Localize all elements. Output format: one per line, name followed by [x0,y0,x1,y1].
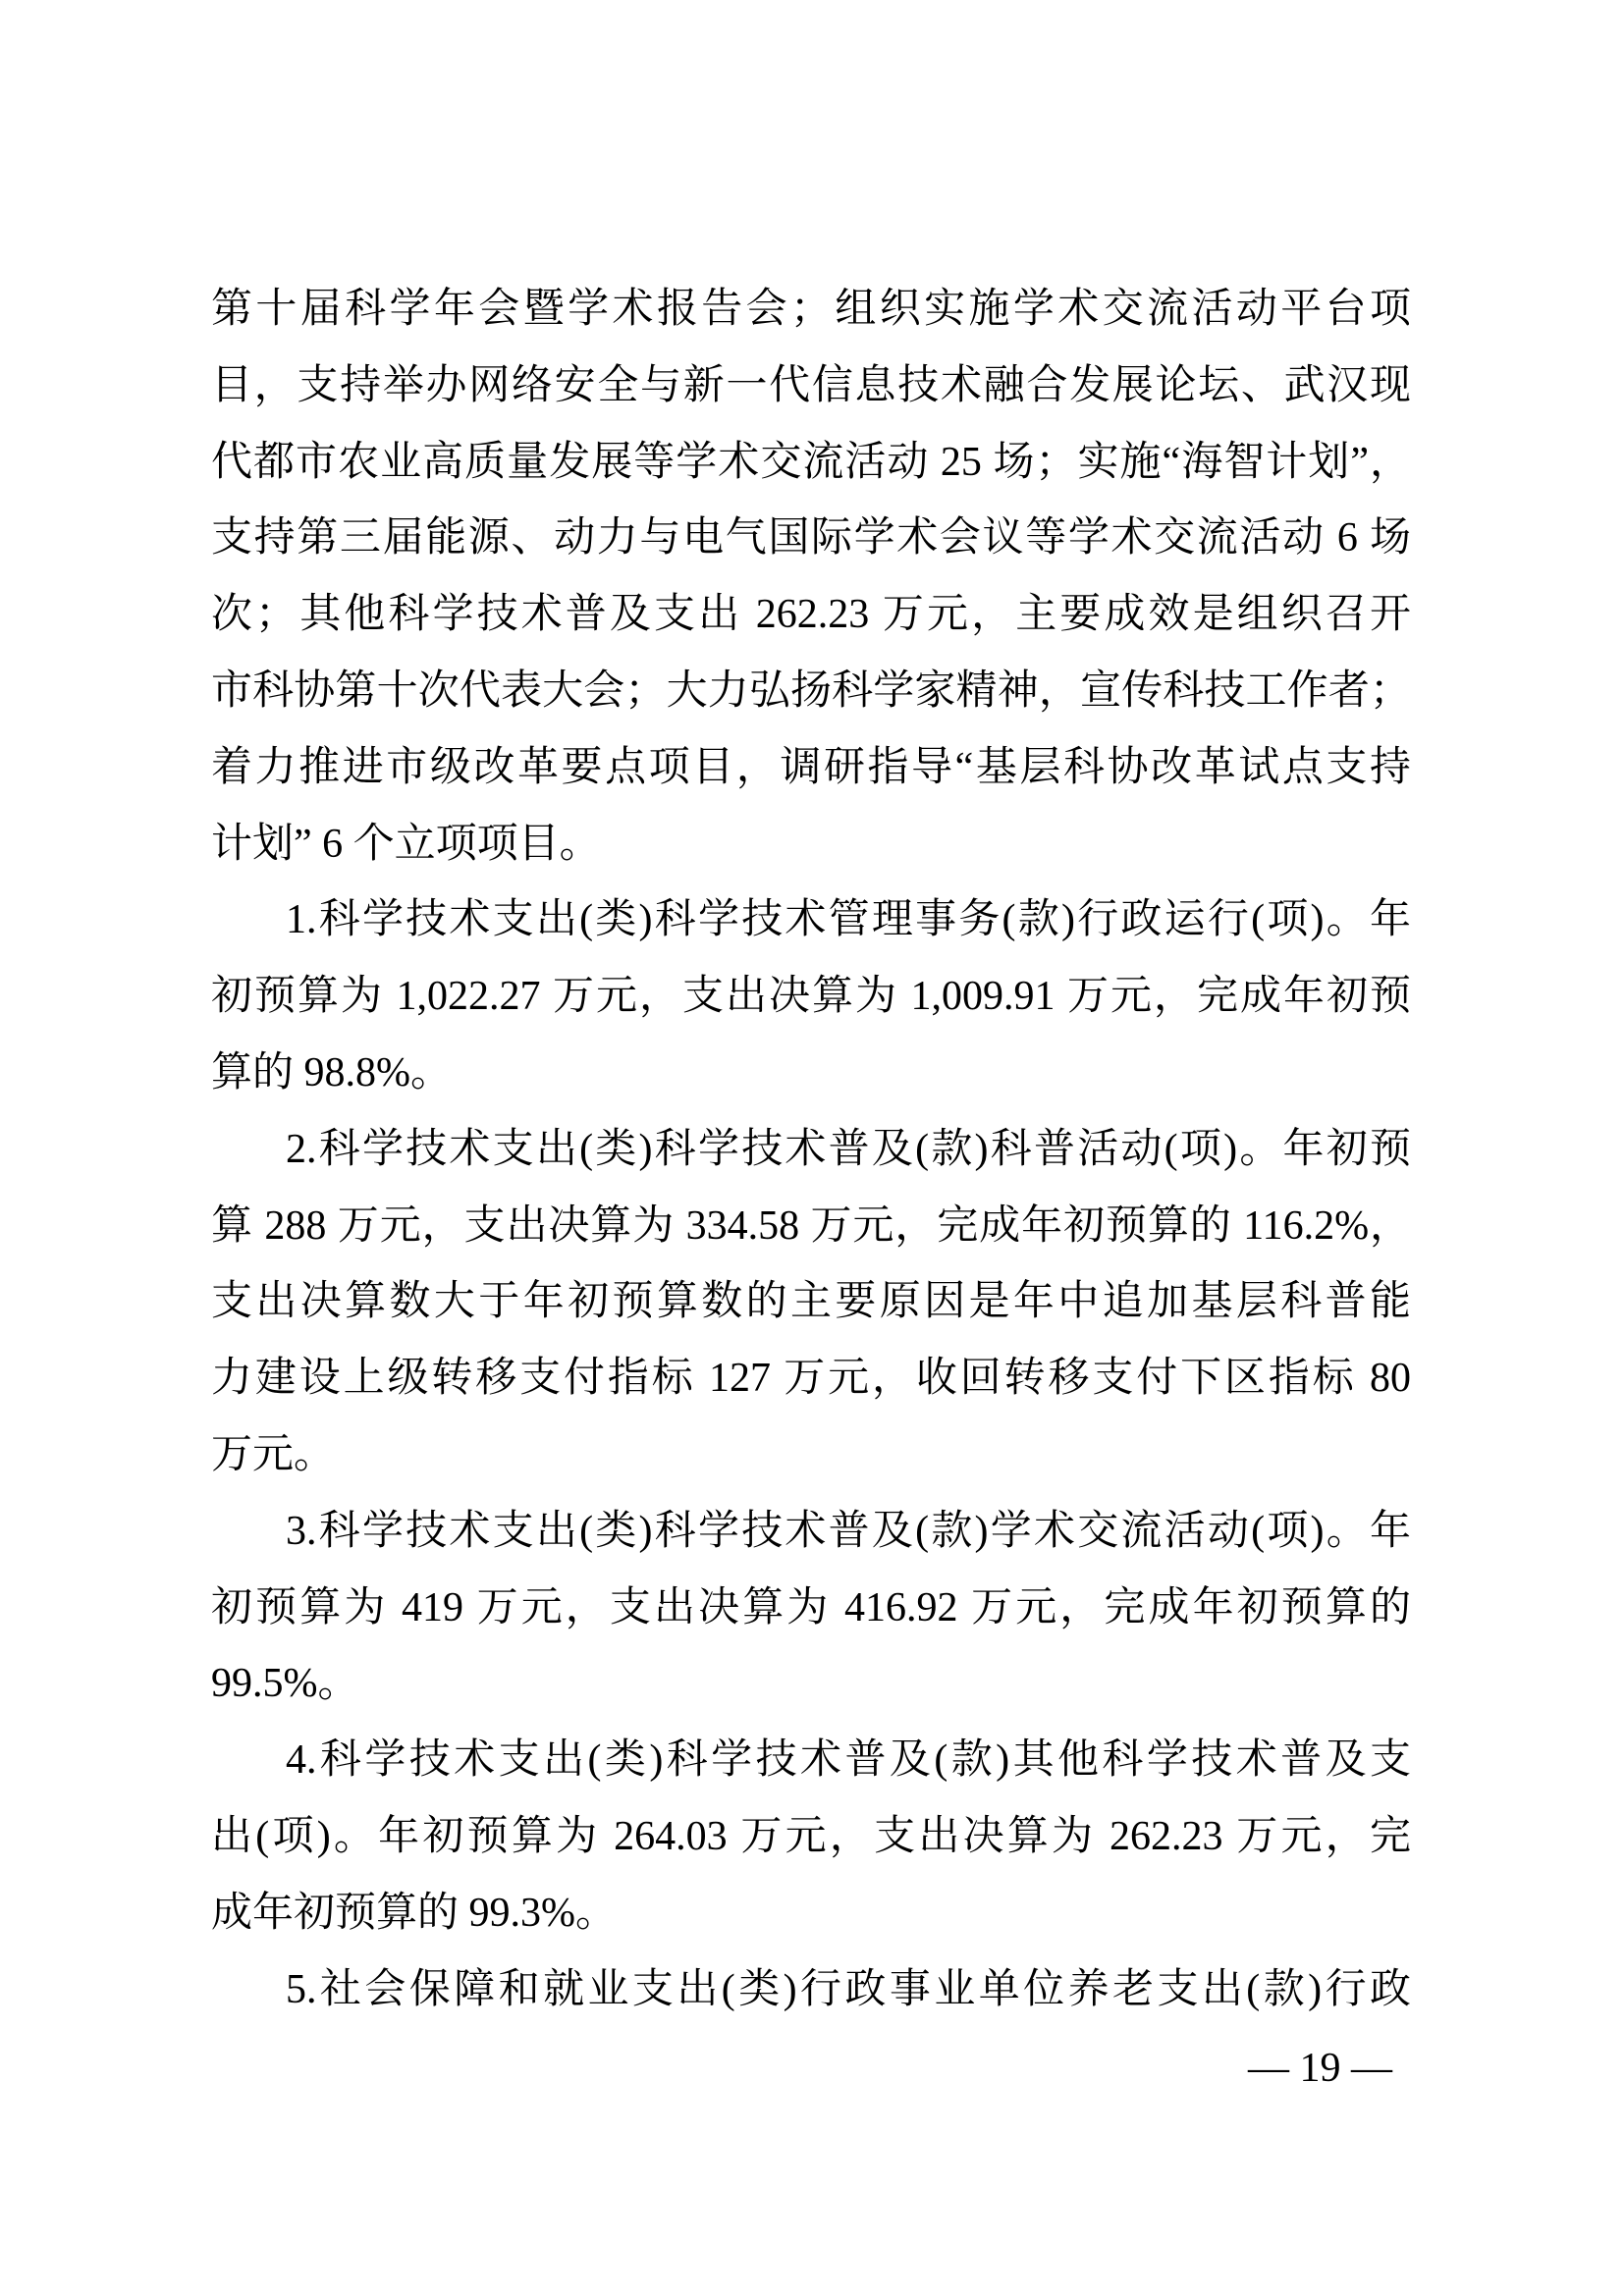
text-line: 市科协第十次代表大会；大力弘扬科学家精神，宣传科技工作者； [211,667,1411,714]
text-line: 初预算为 419 万元，支出决算为 416.92 万元，完成年初预算的 [211,1584,1411,1630]
text-line: 4.科学技术支出(类)科学技术普及(款)其他科学技术普及支 [286,1737,1411,1784]
text-line: 99.5%。 [211,1661,359,1707]
paragraph-item-1 [211,882,1411,1111]
text-line: 2.科学技术支出(类)科学技术普及(款)科普活动(项)。年初预 [286,1126,1411,1172]
text-line: 计划” 6 个立项项目。 [211,821,601,867]
text-line: 支出决算数大于年初预算数的主要原因是年中追加基层科普能 [211,1279,1411,1325]
text-line: 算 288 万元，支出决算为 334.58 万元，完成年初预算的 116.2%， [211,1202,1411,1249]
text-line: 算的 98.8%。 [211,1049,452,1095]
paragraph-item-2 [211,1112,1411,1494]
paragraph-continuation [211,272,1411,882]
page-number: — 19 — [1248,2046,1392,2091]
text-line: 1.科学技术支出(类)科学技术管理事务(款)行政运行(项)。年 [286,897,1411,943]
text-line: 3.科学技术支出(类)科学技术普及(款)学术交流活动(项)。年 [286,1508,1411,1554]
paragraph-item-4 [211,1723,1411,1951]
text-line: 初预算为 1,022.27 万元，支出决算为 1,009.91 万元，完成年初预 [211,974,1411,1020]
text-line: 出(项)。年初预算为 264.03 万元，支出决算为 262.23 万元，完 [211,1813,1411,1859]
text-line: 力建设上级转移支付指标 127 万元，收回转移支付下区指标 80 [211,1356,1411,1402]
text-line: 目，支持举办网络安全与新一代信息技术融合发展论坛、武汉现 [211,362,1411,408]
text-line: 第十届科学年会暨学术报告会；组织实施学术交流活动平台项 [211,287,1411,332]
text-line: 5.社会保障和就业支出(类)行政事业单位养老支出(款)行政 [286,1966,1411,2012]
paragraph-item-3 [211,1494,1411,1723]
text-line: 着力推进市级改革要点项目，调研指导“基层科协改革试点支持 [211,744,1411,790]
text-line: 成年初预算的 99.3%。 [211,1890,617,1936]
text-line: 万元。 [211,1431,336,1477]
text-line: 支持第三届能源、动力与电气国际学术会议等学术交流活动 6 场 [211,515,1411,561]
text-line: 次；其他科学技术普及支出 262.23 万元，主要成效是组织召开 [211,592,1411,638]
text-line: 代都市农业高质量发展等学术交流活动 25 场；实施“海智计划”， [211,439,1411,485]
paragraph-item-5 [211,1952,1411,2029]
body-text [211,272,1411,2028]
